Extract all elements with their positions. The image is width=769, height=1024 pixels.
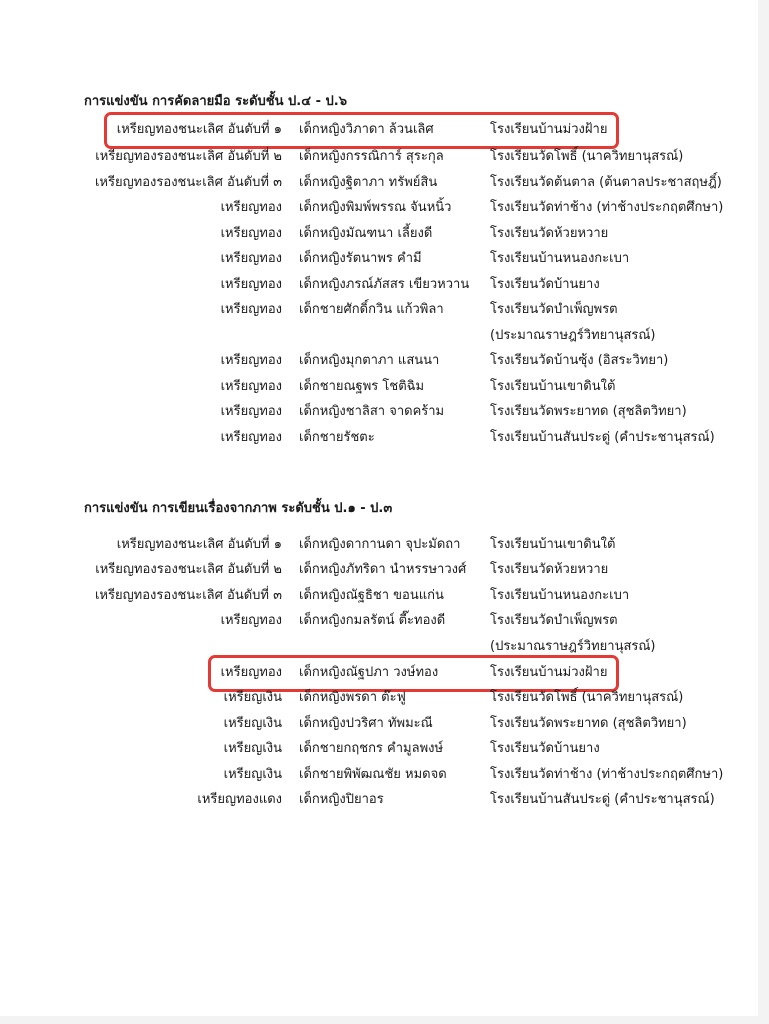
student-name: เด็กหญิงดากานดา จุปะมัดถา <box>299 537 461 552</box>
result-row <box>0 559 758 581</box>
award-label: เหรียญทอง <box>220 665 282 680</box>
result-row <box>0 146 758 168</box>
student-name: เด็กหญิงฐิตาภา ทรัพย์สิน <box>299 175 438 190</box>
result-row <box>0 119 758 141</box>
student-name: เด็กชายพิพัฒณชัย หมดจด <box>299 767 447 782</box>
award-label: เหรียญทองรองชนะเลิศ อันดับที่ ๓ <box>94 588 282 603</box>
award-label: เหรียญทองแดง <box>197 792 282 807</box>
student-name: เด็กหญิงชาลิสา จาดคร้าม <box>299 404 445 419</box>
school-name: (ประมาณราษฎร์วิทยานุสรณ์) <box>490 639 656 654</box>
award-label: เหรียญทอง <box>220 251 282 266</box>
student-name: เด็กหญิงมัณฑนา เลี้ยงดี <box>299 226 433 241</box>
result-row <box>0 789 758 811</box>
result-row <box>0 172 758 194</box>
result-row <box>0 610 758 632</box>
school-name: โรงเรียนบ้านสันประดู่ (คำประชานุสรณ์) <box>490 430 715 445</box>
school-name: โรงเรียนวัดโพธิ์ (นาควิทยานุสรณ์) <box>490 690 684 705</box>
result-row <box>0 534 758 556</box>
result-row <box>0 223 758 245</box>
result-row <box>0 274 758 296</box>
school-name: โรงเรียนบ้านหนองกะเบา <box>490 588 630 603</box>
school-name: โรงเรียนวัดบำเพ็ญพรต <box>490 302 618 317</box>
school-name: โรงเรียนวัดบ้านยาง <box>490 741 600 756</box>
award-label: เหรียญทองชนะเลิศ อันดับที่ ๑ <box>116 537 282 552</box>
school-name: โรงเรียนวัดบ้านซุ้ง (อิสระวิทยา) <box>490 353 669 368</box>
school-name: โรงเรียนบ้านหนองกะเบา <box>490 251 630 266</box>
award-label: เหรียญทอง <box>220 200 282 215</box>
school-name: โรงเรียนวัดโพธิ์ (นาควิทยานุสรณ์) <box>490 149 684 164</box>
school-name: โรงเรียนวัดห้วยหวาย <box>490 562 609 577</box>
student-name: เด็กชายกฤชกร คำมูลพงษ์ <box>299 741 444 756</box>
result-row <box>0 764 758 786</box>
school-name: โรงเรียนวัดท่าช้าง (ท่าช้างประกฤตศึกษา) <box>490 767 724 782</box>
school-name: โรงเรียนบ้านเขาดินใต้ <box>490 379 616 394</box>
result-row <box>0 350 758 372</box>
award-label: เหรียญทอง <box>220 277 282 292</box>
student-name: เด็กหญิงปวริศา ทัพมะณี <box>299 716 433 731</box>
section-heading-picture-writing: การแข่งขัน การเขียนเรื่องจากภาพ ระดับชั้น ป.๑ - ป.๓ <box>84 501 393 516</box>
student-name: เด็กหญิงรัตนาพร คำมี <box>299 251 422 266</box>
award-label: เหรียญเงิน <box>223 690 282 705</box>
result-row <box>0 427 758 449</box>
school-name: โรงเรียนวัดห้วยหวาย <box>490 226 609 241</box>
award-label: เหรียญทอง <box>220 613 282 628</box>
student-name: เด็กหญิงมุกตาภา แสนนา <box>299 353 440 368</box>
school-name: โรงเรียนบ้านม่วงฝ้าย <box>490 665 608 680</box>
result-row <box>0 197 758 219</box>
award-label: เหรียญเงิน <box>223 716 282 731</box>
result-row <box>0 687 758 709</box>
student-name: เด็กหญิงณัฐธิชา ขอนแก่น <box>299 588 444 603</box>
section-heading-handwriting: การแข่งขัน การคัดลายมือ ระดับชั้น ป.๔ - ป.๖ <box>84 94 347 109</box>
student-name: เด็กหญิงภัทริดา นำหรรษาวงศ์ <box>299 562 467 577</box>
award-label: เหรียญทอง <box>220 404 282 419</box>
award-label: เหรียญทอง <box>220 353 282 368</box>
result-row <box>0 713 758 735</box>
result-row <box>0 662 758 684</box>
award-label: เหรียญทองรองชนะเลิศ อันดับที่ ๓ <box>94 175 282 190</box>
award-label: เหรียญเงิน <box>223 767 282 782</box>
student-name: เด็กชายรัชตะ <box>299 430 375 445</box>
result-row <box>0 299 758 321</box>
school-name: โรงเรียนบ้านม่วงฝ้าย <box>490 122 608 137</box>
award-label: เหรียญทอง <box>220 379 282 394</box>
result-row <box>0 401 758 423</box>
school-name: โรงเรียนวัดท่าช้าง (ท่าช้างประกฤตศึกษา) <box>490 200 724 215</box>
award-label: เหรียญทองรองชนะเลิศ อันดับที่ ๒ <box>95 562 282 577</box>
student-name: เด็กหญิงวิภาดา ล้วนเลิศ <box>299 122 434 137</box>
school-name: โรงเรียนวัดต้นตาล (ต้นตาลประชาสฤษฎิ์) <box>490 175 722 190</box>
result-row <box>0 376 758 398</box>
school-name: โรงเรียนวัดพระยาทด (สุชลิตวิทยา) <box>490 404 687 419</box>
school-name: โรงเรียนบ้านเขาดินใต้ <box>490 537 616 552</box>
award-label: เหรียญทองรองชนะเลิศ อันดับที่ ๒ <box>95 149 282 164</box>
award-label: เหรียญทอง <box>220 430 282 445</box>
award-label: เหรียญทอง <box>220 226 282 241</box>
school-name: (ประมาณราษฎร์วิทยานุสรณ์) <box>490 328 656 343</box>
student-name: เด็กหญิงณัฐปภา วงษ์ทอง <box>299 665 439 680</box>
school-name: โรงเรียนวัดพระยาทด (สุชลิตวิทยา) <box>490 716 687 731</box>
result-row <box>0 585 758 607</box>
student-name: เด็กชายณฐพร โชติฉิม <box>299 379 425 394</box>
result-row-continuation <box>0 325 758 347</box>
student-name: เด็กหญิงปิยาอร <box>299 792 384 807</box>
school-name: โรงเรียนบ้านสันประดู่ (คำประชานุสรณ์) <box>490 792 715 807</box>
award-label: เหรียญทองชนะเลิศ อันดับที่ ๑ <box>116 122 282 137</box>
result-row <box>0 738 758 760</box>
student-name: เด็กหญิงพรดา ต๊ะฟู <box>299 690 406 705</box>
school-name: โรงเรียนวัดบำเพ็ญพรต <box>490 613 618 628</box>
student-name: เด็กหญิงภรณ์ภัสสร เขียวหวาน <box>299 277 470 292</box>
award-label: เหรียญทอง <box>220 302 282 317</box>
result-row <box>0 248 758 270</box>
student-name: เด็กหญิงพิมพ์พรรณ จันหนิ้ว <box>299 200 452 215</box>
student-name: เด็กหญิงกมลรัตน์ ตี๊ะทองดี <box>299 613 446 628</box>
student-name: เด็กชายศักดิ์กวิน แก้วพิลา <box>299 302 444 317</box>
award-label: เหรียญเงิน <box>223 741 282 756</box>
school-name: โรงเรียนวัดบ้านยาง <box>490 277 600 292</box>
student-name: เด็กหญิงกรรณิการ์ สุระกุล <box>299 149 444 164</box>
